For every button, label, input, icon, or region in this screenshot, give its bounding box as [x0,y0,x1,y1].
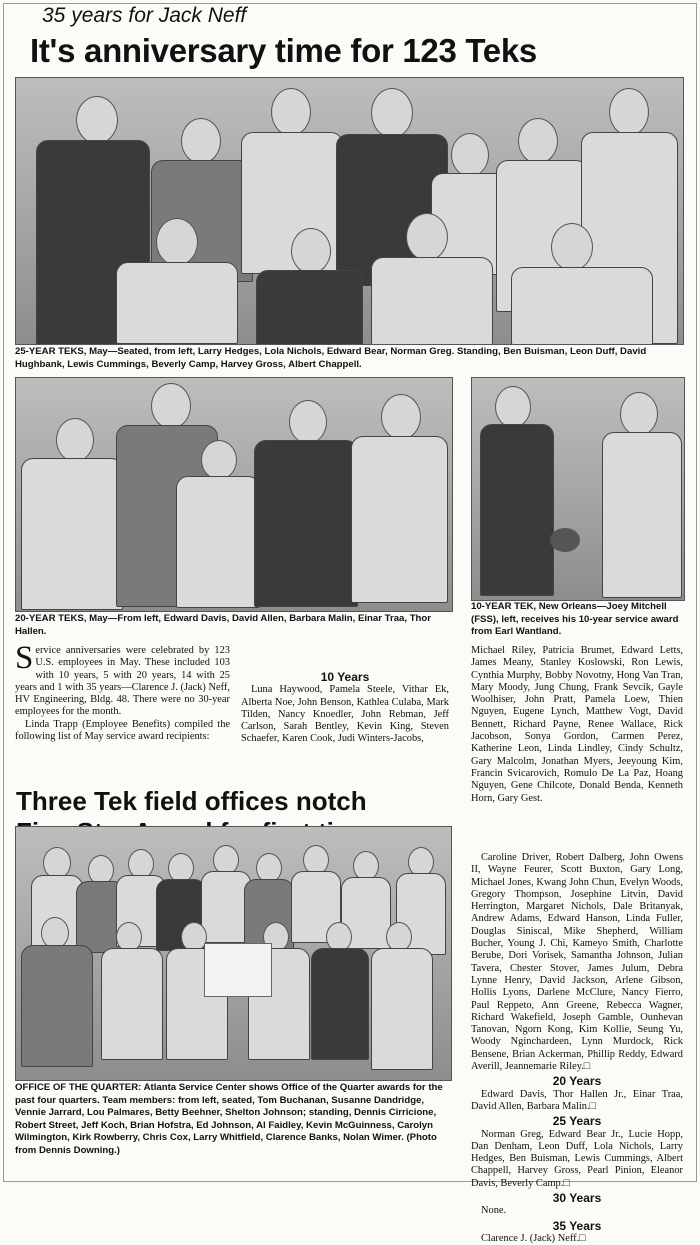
caption-office-of-quarter: OFFICE OF THE QUARTER: Atlanta Service Center shows Office of the Quarter awards for the past four quarters. Team members: from left, seated, Tom Buchanan, Susanne Dandridge, Vennie Jarrard, Lou Palmares, Betty Beehner, Shelton Johnson; standing, Dennis Cirricione, Robert Street, Jeff Koch, Brian Hofstra, Ed Johnson, Al Faidley, Kevin McGuinness, Carolyn Wilmington, Kirk Rowberry, Chris Cox, Larry Whitfield, Clarence Banks, Nolan Wimer. (Photo from Dennis Downing.) [15,1082,443,1156]
list-20-years: Edward Davis, Thor Hallen Jr., Einar Traa, David Allen, Barbara Malin.□ [471,1088,683,1112]
list-column-3 [471,645,683,805]
list-10-years-part1: Luna Haywood, Pamela Steele, Vithar Ek, Alberta Noe, John Benson, Kathlea Culaba, Mark Tilden, Nancy Knoedler, John Rebman, Jeff Carlson, Sarah Bentley, Kevin King, Steven Schaefer, Karen Cook, Judi Winters-Jacobs, [241,684,449,745]
list-10-years-part3: Caroline Driver, Robert Dalberg, John Owens II, Wayne Feurer, Scott Buxton, Gary Long, Michael Jones, Kwang John Chun, Evelyn Woods, Gregory Thompson, Josephine Litvin, David Herrington, Margaret Nichols, Dale Britanyak, Andrew Adams, Edward Hanson, Linda Fuller, Douglas Siniscal, Mike Shepherd, William Bucher, Young J. Chi, Kameyo Smith, Charlotte Berube, Dori Vorisek, Samantha Johnson, Julian Tavera, Chester Stover, James Julum, Debra Lynne Henry, David Jackson, Arlene Gibson, Hollis Lyons, Darlene McClure, Nancy Fierro, Paul Reppeto, Ann Greene, Rebecca Wagner, Richard Wakefield, Joseph Gamble, Ounhevan Tanovan, Ngorn Kong, Kim Kollie, Seung Yu, Woody Nginchardeen, Lynn Murdock, Rick Bensene, Brian Ackerman, Phillip Reddy, Edward Averill, Jeannemarie Riley.□ [471,852,683,1073]
caption-10-year: 10-YEAR TEK, New Orleans—Joey Mitchell (FSS), left, receives his 10-year service award from Earl Wantland. [471,601,679,637]
intro2-spacer [241,645,449,669]
drop-cap: S [15,640,34,676]
photo-office-of-quarter [15,826,452,1081]
heading-35-years: 35 Years [552,1218,602,1233]
photo-10-year-tek [471,377,685,601]
kicker: 35 years for Jack Neff [42,4,247,27]
list-column-3b [471,852,683,1245]
list-column-2 [241,645,449,746]
photo-20-year-teks [15,377,453,612]
caption-25-year: 25-YEAR TEKS, May—Seated, from left, Larry Hedges, Lola Nichols, Edward Bear, Norman Greg. Standing, Ben Buisman, Leon Duff, David Hughbank, Lewis Cummings, Beverly Camp, Harvey Gross, Albert Chappell. [15,346,647,370]
list-25-years: Norman Greg, Edward Bear Jr., Lucie Hopp, Dan Denham, Leon Duff, Lola Nichols, Larry Hedges, Ben Buisman, Lewis Cummings, Albert Chappell, Harvey Gross, Pearl Pinion, Eleanor Davis, Beverly Camp.□ [471,1128,683,1189]
heading-20-years: 20 Years [552,1074,602,1089]
heading-30-years: 30 Years [552,1191,602,1206]
photo-25-year-teks [15,77,684,345]
headline: It's anniversary time for 123 Teks [30,32,537,69]
caption-20-year: 20-YEAR TEKS, May—From left, Edward Davis, David Allen, Barbara Malin, Einar Traa, Thor Hallen. [15,613,432,637]
list-10-years-part2: Michael Riley, Patricia Brumet, Edward Letts, James Meany, Stanley Koslowski, Ron Lewis, Cynthia Murphy, Bobby Novotny, Hong Van Tran, Mary Moody, Jung Chung, Frank Sevcik, Gayle Woolhiser, John Pratt, Pamela Loew, Thien Nguyen, Eugene Lynch, Matthew Vogt, David Bennett, Richard Payne, Renee Wallace, Rick Jacobson, Sonya Gordon, Carmen Perez, Katherine Leon, Linda Lindley, Cindy Schultz, Gary Malcolm, Jonathan Myers, Jeeyoung Kim, Francin Svicarovich, Romulo De La Paz, Hoang Nguyen, Gene Chilcote, Donald Benda, Kenneth Horn, Gary Gest. [471,645,683,804]
heading-25-years: 25 Years [552,1114,602,1129]
intro-text: ervice anniversaries were celebrated by 123 U.S. employees in May. These included 103 with 10 years, 5 with 20 years, 14 with 25 years and 1 with 35 years—Clarence J. (Jack) Neff, HV Engineering, Bldg. 48. There were no 30-year employees for the month. [15,645,230,718]
intro-paragraph-2: Linda Trapp (Employee Benefits) compiled the following list of May service award recipients: [15,718,230,743]
headline-2-line-1: Three Tek field offices notch [16,786,367,816]
intro-column [15,640,230,743]
list-35-years: Clarence J. (Jack) Neff.□ [481,1232,586,1244]
heading-10-years: 10 Years [320,670,370,684]
list-30-years: None. [481,1205,507,1217]
award-plaque [204,943,272,997]
intro-paragraph [15,640,230,719]
